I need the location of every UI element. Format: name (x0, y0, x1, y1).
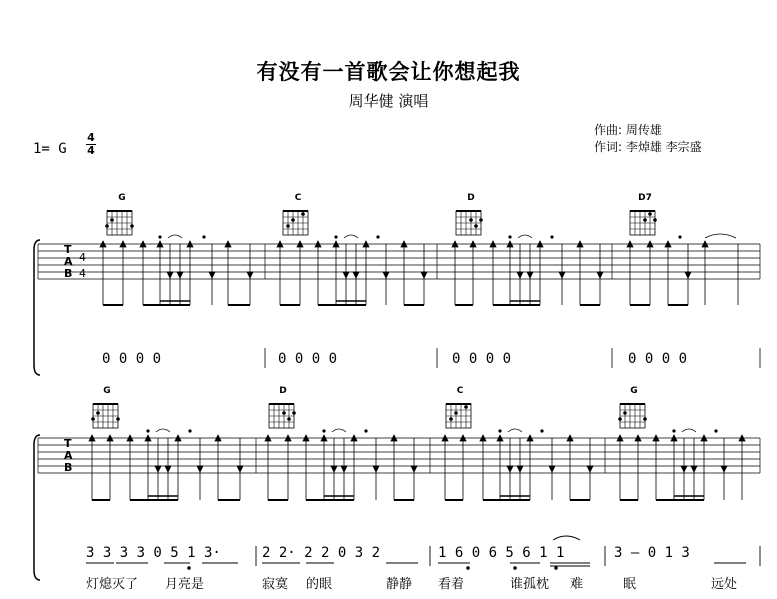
tab-label-a-2: A (64, 449, 73, 462)
measure-numbers-1: 0 0 0 0 (102, 351, 162, 367)
chord-name-1: G (118, 193, 126, 203)
tab-label-b: B (64, 267, 73, 280)
chord-name-7: C (456, 386, 464, 396)
chord-diagram-g-2 (91, 404, 120, 428)
strum-pattern-7 (442, 429, 593, 500)
song-title: 有没有一首歌会让你想起我 (256, 60, 521, 84)
tab-time-bottom: 4 (79, 267, 86, 280)
jianpu-measure-2: 2 2· 2 2 0 3 2 (262, 545, 381, 561)
chord-diagram-d-2 (269, 404, 296, 428)
tab-label-t: T (64, 243, 72, 256)
composer-credit: 作曲: 周传雄 (594, 123, 662, 137)
lyric-7: 谁孤枕 (510, 577, 550, 592)
chord-diagram-c-2 (446, 404, 471, 428)
measure-numbers-3: 0 0 0 0 (452, 351, 512, 367)
chord-name-6: D (279, 386, 287, 396)
key-signature: 1= G (33, 141, 67, 157)
lyricist-credit: 作词: 李焯雄 李宗盛 (594, 140, 702, 154)
strum-pattern-6 (265, 429, 417, 500)
chord-name-5: G (103, 386, 111, 396)
system-bracket-2 (34, 435, 40, 580)
song-artist: 周华健 演唱 (348, 92, 429, 110)
lyric-3: 寂寞 (262, 577, 289, 592)
tab-time-top: 4 (79, 251, 86, 264)
lyric-2: 月亮是 (165, 577, 205, 592)
strum-pattern-5 (89, 429, 243, 500)
jianpu-measure-4: 3 – 0 1 3 (614, 545, 690, 561)
chord-diagram-g-3 (618, 404, 647, 428)
lyric-10: 远处 (711, 577, 738, 592)
tab-staff-2 (38, 438, 760, 473)
lyric-1: 灯熄灭了 (86, 577, 139, 592)
tab-label-b-2: B (64, 461, 73, 474)
lyric-8: 难 (570, 577, 584, 592)
measure-numbers-4: 0 0 0 0 (628, 351, 688, 367)
jianpu-measure-3: 1 6 0 6 5 6 1 1 (438, 545, 565, 561)
tab-label-a: A (64, 255, 73, 268)
tab-label-2 (64, 438, 73, 474)
measure-numbers-2: 0 0 0 0 (278, 351, 338, 367)
chord-name-8: G (630, 386, 638, 396)
strum-pattern-8 (617, 429, 745, 500)
lyric-5: 静静 (386, 577, 413, 592)
time-signature-bottom: 4 (87, 144, 95, 157)
lyric-4: 的眼 (306, 577, 333, 592)
jianpu-measure-1: 3 3 3 3 0 5 1 3· (86, 545, 221, 561)
chord-name-4: D7 (638, 193, 652, 203)
chord-name-2: C (294, 193, 302, 203)
lyric-9: 眠 (623, 577, 637, 592)
tab-label-t-2: T (64, 437, 72, 450)
time-signature-top: 4 (87, 131, 95, 144)
chord-name-3: D (467, 193, 475, 203)
lyric-6: 看着 (438, 577, 465, 592)
